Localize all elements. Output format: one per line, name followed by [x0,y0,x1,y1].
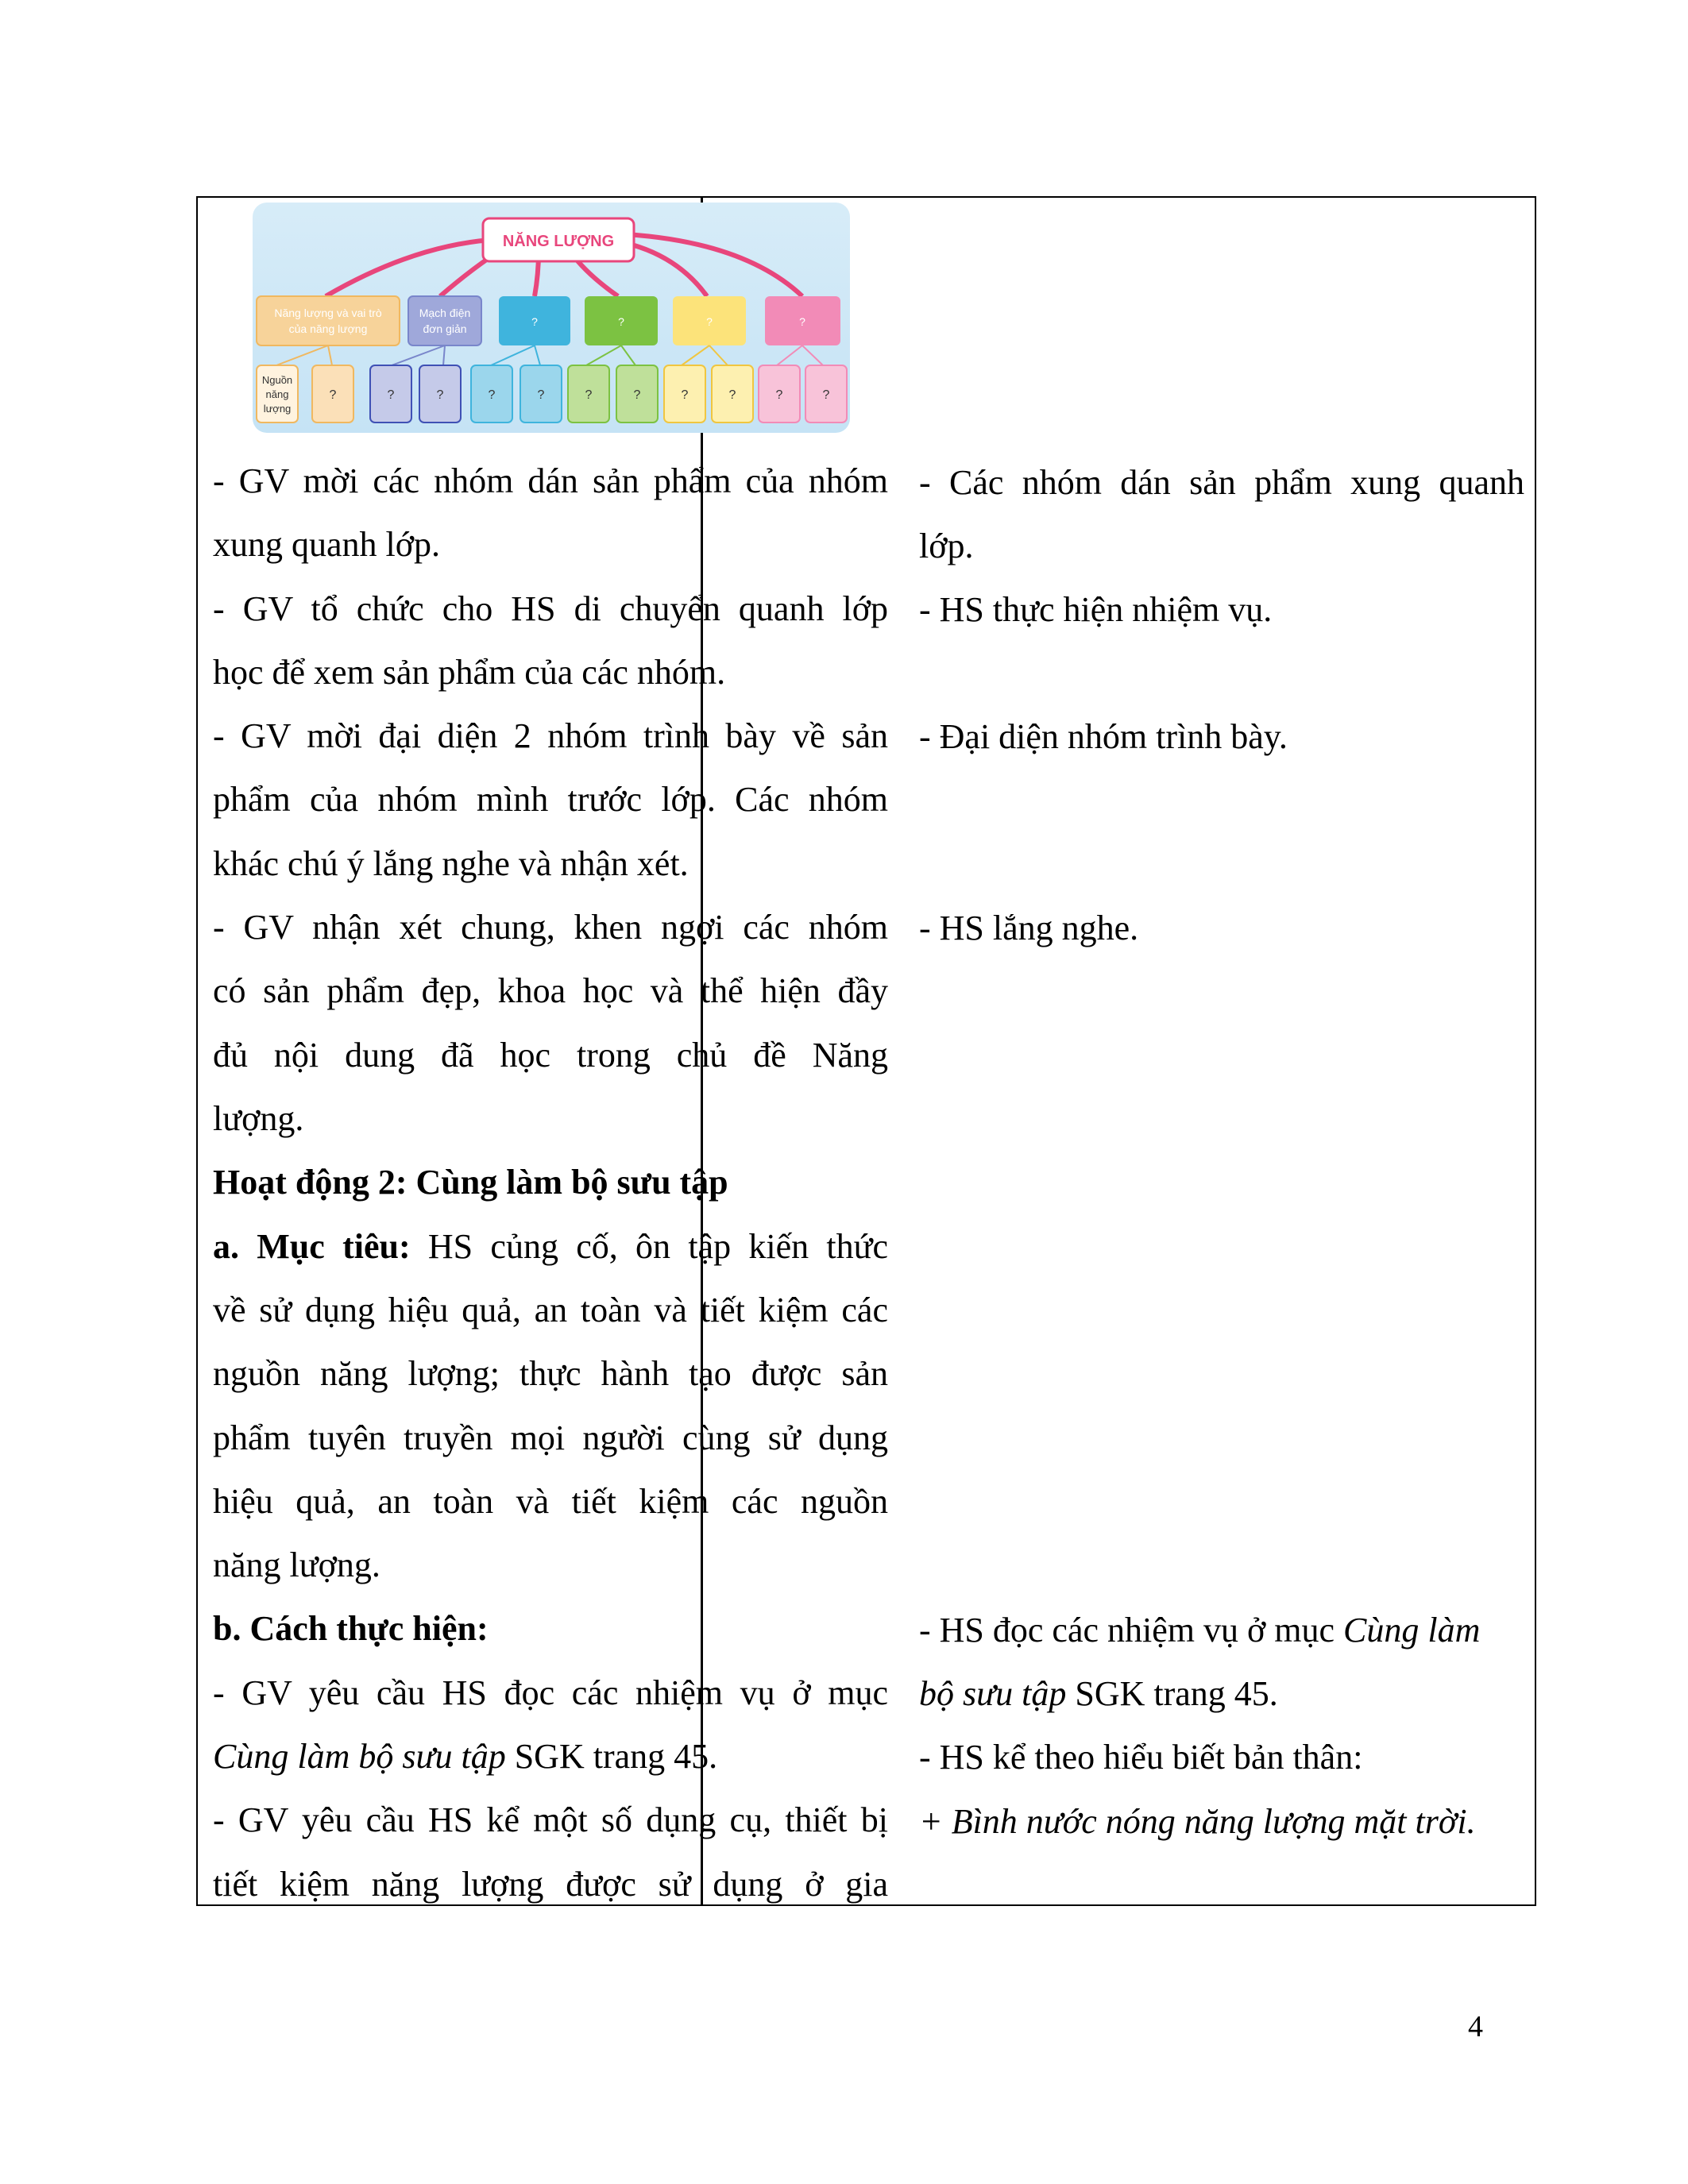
activity-heading: Hoạt động 2: Cùng làm bộ sưu tập [213,1163,728,1202]
mind-map-figure [253,203,850,433]
branch-label: ? [706,315,713,328]
left-line: có sản phẩm đẹp, khoa học và thể hiện đầy [213,971,888,1010]
right-line: - HS kể theo hiểu biết bản thân: [919,1738,1363,1777]
leaf-label: ? [537,388,545,402]
leaf-label: ? [585,388,593,402]
left-line: phẩm của nhóm mình trước lớp. Các nhóm [213,780,888,819]
right-text: SGK trang 45. [1066,1674,1278,1713]
left-line: phẩm tuyên truyền mọi người cùng sử dụng [213,1418,888,1457]
branch-label: đơn giản [423,322,467,335]
branch-label: Năng lượng và vai trò [274,307,382,319]
leaf-label: ? [329,388,337,402]
branch-label: của năng lượng [288,322,368,335]
left-line: khác chú ý lắng nghe và nhận xét. [213,844,689,883]
leaf-label: Nguồn [261,374,293,386]
branch-label: ? [799,315,805,328]
left-line: - GV nhận xét chung, khen ngợi các nhóm [213,908,888,947]
right-line [919,1661,1278,1726]
right-line: + Bình nước nóng năng lượng mặt trời. [919,1802,1476,1841]
objective-line [213,1214,888,1279]
right-line [919,1598,1480,1662]
book-section-italic: Cùng làm bộ sưu tập [213,1737,506,1776]
book-section-italic: bộ sưu tập [919,1674,1067,1713]
left-line: xung quanh lớp. [213,525,441,564]
left-line: - GV mời các nhóm dán sản phẩm của nhóm [213,461,888,500]
page-number: 4 [1468,2010,1483,2043]
left-line: - GV yêu cầu HS đọc các nhiệm vụ ở mục [213,1673,888,1712]
left-line: hiệu quả, an toàn và tiết kiệm các nguồn [213,1482,888,1521]
right-line: lớp. [919,527,974,565]
left-line: nguồn năng lượng; thực hành tạo được sản [213,1354,888,1393]
leaf-label: ? [775,388,783,402]
leaf-label: ? [822,388,830,402]
left-line: về sử dụng hiệu quả, an toàn và tiết kiệm các [213,1291,888,1329]
left-line: - GV mời đại diện 2 nhóm trình bày về sản [213,716,888,755]
left-line [213,1724,717,1788]
right-text: - HS đọc các nhiệm vụ ở mục [919,1611,1344,1650]
branch-label: Mạch điện [419,307,471,319]
branch-label: ? [531,315,538,328]
left-line: lượng. [213,1099,304,1138]
right-line: - Đại diện nhóm trình bày. [919,717,1288,756]
left-line: năng lượng. [213,1545,380,1584]
left-line: đủ nội dung đã học trong chủ đề Năng [213,1036,888,1075]
leaf-label: ? [728,388,736,402]
leaf-label: ? [633,388,641,402]
leaf-label: lượng [263,403,292,415]
leaf-label: ? [436,388,444,402]
branch-label: ? [618,315,624,328]
right-line: - HS lắng nghe. [919,909,1139,947]
leaf-label: ? [681,388,689,402]
objective-text: HS củng cố, ôn tập kiến thức [410,1227,888,1266]
objective-label: a. Mục tiêu: [213,1227,411,1266]
branch-node [257,296,400,345]
leaf-label: ? [488,388,496,402]
left-line: - GV tổ chức cho HS di chuyển quanh lớp [213,589,888,628]
left-line: - GV yêu cầu HS kể một số dụng cụ, thiết bị [213,1800,888,1839]
leaf-label: năng [265,388,289,400]
root-label: NĂNG LƯỢNG [502,233,615,250]
book-section-italic: Cùng làm [1343,1611,1481,1650]
left-line: học để xem sản phẩm của các nhóm. [213,653,726,692]
left-line: tiết kiệm năng lượng được sử dụng ở gia [213,1865,888,1904]
branch-node [408,296,481,345]
leaf-label: ? [387,388,395,402]
right-line: - Các nhóm dán sản phẩm xung quanh [919,463,1524,502]
method-heading: b. Cách thực hiện: [213,1609,489,1648]
left-text: SGK trang 45. [505,1737,718,1776]
right-line: - HS thực hiện nhiệm vụ. [919,590,1273,629]
